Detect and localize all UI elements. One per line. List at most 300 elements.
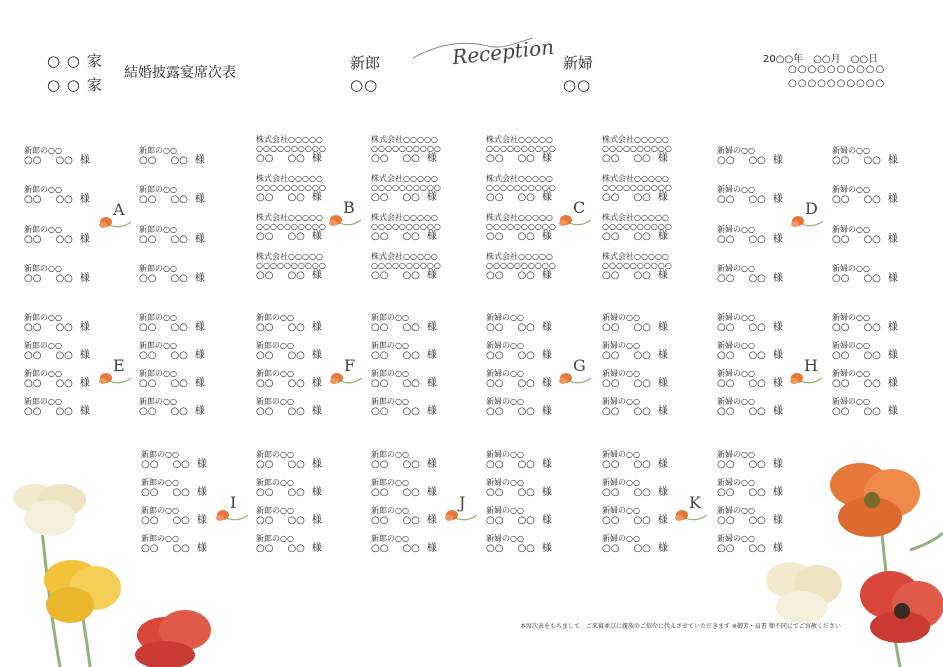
guest-entry bbox=[24, 185, 124, 206]
guest-entry bbox=[371, 478, 471, 499]
guest-entry bbox=[717, 185, 817, 206]
guest-entry bbox=[256, 252, 356, 282]
guest-department: ○○○○○○○○○○ bbox=[486, 261, 556, 270]
guest-entry bbox=[139, 341, 239, 362]
guest-name: ○○ ○○ 様 bbox=[371, 231, 437, 242]
guest-title: 株式会社○○○○○ bbox=[371, 252, 438, 261]
guest-entry bbox=[256, 135, 356, 165]
guest-entry bbox=[832, 397, 932, 418]
guest-title: 株式会社○○○○○ bbox=[602, 252, 669, 261]
guest-name: ○○ ○○ 様 bbox=[602, 322, 668, 333]
poppy-accent-icon bbox=[328, 368, 362, 390]
guest-name: ○○ ○○ 様 bbox=[486, 487, 552, 498]
guest-name: ○○ ○○ 様 bbox=[602, 543, 668, 554]
guest-title: 新郎の○○ bbox=[24, 185, 62, 194]
guest-title: 新郎の○○ bbox=[24, 264, 62, 273]
poppy-accent-icon bbox=[97, 212, 131, 234]
guest-title: 新婦の○○ bbox=[717, 185, 755, 194]
guest-title: 株式会社○○○○○ bbox=[371, 135, 438, 144]
guest-name: ○○ ○○ 様 bbox=[486, 322, 552, 333]
guest-name: ○○ ○○ 様 bbox=[832, 234, 898, 245]
table-label-k: K bbox=[689, 493, 701, 512]
guest-name: ○○ ○○ 様 bbox=[24, 406, 90, 417]
guest-name: ○○ ○○ 様 bbox=[832, 406, 898, 417]
guest-entry bbox=[371, 341, 471, 362]
guest-name: ○○ ○○ 様 bbox=[256, 543, 322, 554]
guest-entry bbox=[486, 341, 586, 362]
guest-entry bbox=[256, 506, 356, 527]
guest-entry bbox=[371, 369, 471, 390]
guest-title: 新郎の○○ bbox=[141, 450, 179, 459]
guest-entry bbox=[486, 174, 586, 204]
guest-name: ○○ ○○ 様 bbox=[371, 487, 437, 498]
guest-entry bbox=[486, 397, 586, 418]
guest-entry bbox=[832, 225, 932, 246]
guest-name: ○○ ○○ 様 bbox=[24, 155, 90, 166]
guest-title: 新郎の○○ bbox=[256, 534, 294, 543]
guest-title: 新婦の○○ bbox=[486, 369, 524, 378]
guest-title: 新郎の○○ bbox=[141, 478, 179, 487]
guest-department: ○○○○○○○○○○ bbox=[602, 144, 672, 153]
guest-department: ○○○○○○○○○○ bbox=[486, 144, 556, 153]
guest-name: ○○ ○○ 様 bbox=[139, 406, 205, 417]
guest-title: 新婦の○○ bbox=[717, 534, 755, 543]
guest-name: ○○ ○○ 様 bbox=[717, 194, 783, 205]
guest-name: ○○ ○○ 様 bbox=[371, 459, 437, 470]
guest-name: ○○ ○○ 様 bbox=[256, 350, 322, 361]
guest-entry bbox=[24, 397, 124, 418]
guest-name: ○○ ○○ 様 bbox=[486, 192, 552, 203]
guest-entry bbox=[602, 174, 702, 204]
guest-name: ○○ ○○ 様 bbox=[256, 378, 322, 389]
guest-entry bbox=[602, 478, 702, 499]
guest-name: ○○ ○○ 様 bbox=[717, 406, 783, 417]
guest-title: 新婦の○○ bbox=[602, 397, 640, 406]
guest-entry bbox=[139, 146, 239, 167]
guest-title: 新婦の○○ bbox=[717, 264, 755, 273]
guest-name: ○○ ○○ 様 bbox=[486, 153, 552, 164]
guest-title: 新郎の○○ bbox=[139, 225, 177, 234]
guest-title: 新婦の○○ bbox=[486, 397, 524, 406]
guest-title: 新婦の○○ bbox=[832, 341, 870, 350]
guest-entry bbox=[832, 313, 932, 334]
guest-entry bbox=[24, 264, 124, 285]
guest-entry bbox=[602, 213, 702, 243]
guest-entry bbox=[371, 534, 471, 555]
guest-name: ○○ ○○ 様 bbox=[602, 459, 668, 470]
guest-title: 新婦の○○ bbox=[602, 369, 640, 378]
guest-name: ○○ ○○ 様 bbox=[832, 350, 898, 361]
guest-entry bbox=[486, 313, 586, 334]
footer-note: 本席次表をもちまして ご来賓並びに親族のご紹介に代えさせていただきます ※御芳・肩書 順不同にてご容赦ください bbox=[520, 623, 841, 630]
guest-department: ○○○○○○○○○○ bbox=[602, 183, 672, 192]
guest-title: 株式会社○○○○○ bbox=[602, 213, 669, 222]
guest-entry bbox=[486, 506, 586, 527]
guest-title: 株式会社○○○○○ bbox=[486, 213, 553, 222]
guest-entry bbox=[486, 252, 586, 282]
guest-entry bbox=[486, 135, 586, 165]
guest-department: ○○○○○○○○○○ bbox=[371, 261, 441, 270]
guest-name: ○○ ○○ 様 bbox=[602, 515, 668, 526]
guest-title: 新婦の○○ bbox=[486, 534, 524, 543]
guest-name: ○○ ○○ 様 bbox=[256, 270, 322, 281]
guest-entry bbox=[139, 313, 239, 334]
bride-name: ○○ bbox=[563, 76, 592, 94]
guest-entry bbox=[256, 174, 356, 204]
venue-line-1: ○○○○○○○○○○ bbox=[788, 64, 886, 75]
guest-entry bbox=[139, 225, 239, 246]
yellow-poppy bbox=[44, 560, 121, 623]
table-label-b: B bbox=[343, 198, 355, 217]
guest-name: ○○ ○○ 様 bbox=[256, 406, 322, 417]
guest-name: ○○ ○○ 様 bbox=[256, 487, 322, 498]
guest-name: ○○ ○○ 様 bbox=[24, 350, 90, 361]
table-label-g: G bbox=[573, 356, 586, 375]
guest-entry bbox=[717, 264, 817, 285]
guest-entry bbox=[24, 341, 124, 362]
guest-entry bbox=[139, 369, 239, 390]
guest-name: ○○ ○○ 様 bbox=[371, 153, 437, 164]
guest-entry bbox=[832, 264, 932, 285]
guest-title: 株式会社○○○○○ bbox=[256, 135, 323, 144]
guest-name: ○○ ○○ 様 bbox=[486, 231, 552, 242]
poppy-cluster-right bbox=[760, 455, 943, 667]
guest-title: 新婦の○○ bbox=[486, 450, 524, 459]
table-label-d: D bbox=[805, 199, 818, 218]
guest-title: 新婦の○○ bbox=[602, 341, 640, 350]
guest-name: ○○ ○○ 様 bbox=[602, 378, 668, 389]
guest-title: 新婦の○○ bbox=[486, 341, 524, 350]
guest-entry bbox=[602, 450, 702, 471]
reception-flourish bbox=[408, 30, 538, 70]
guest-title: 新郎の○○ bbox=[371, 478, 409, 487]
guest-title: 新郎の○○ bbox=[24, 341, 62, 350]
table-label-a: A bbox=[113, 200, 125, 219]
guest-entry bbox=[371, 213, 471, 243]
guest-name: ○○ ○○ 様 bbox=[602, 270, 668, 281]
table-label-e: E bbox=[113, 356, 125, 375]
guest-name: ○○ ○○ 様 bbox=[602, 487, 668, 498]
guest-title: 新婦の○○ bbox=[832, 397, 870, 406]
guest-entry bbox=[832, 369, 932, 390]
poppy-accent-icon bbox=[327, 210, 361, 232]
guest-entry bbox=[832, 341, 932, 362]
guest-name: ○○ ○○ 様 bbox=[371, 350, 437, 361]
guest-name: ○○ ○○ 様 bbox=[139, 155, 205, 166]
table-label-c: C bbox=[573, 198, 586, 217]
guest-name: ○○ ○○ 様 bbox=[139, 350, 205, 361]
guest-name: ○○ ○○ 様 bbox=[256, 153, 322, 164]
guest-name: ○○ ○○ 様 bbox=[139, 378, 205, 389]
guest-entry bbox=[602, 369, 702, 390]
guest-department: ○○○○○○○○○○ bbox=[256, 261, 326, 270]
guest-name: ○○ ○○ 様 bbox=[717, 515, 783, 526]
guest-name: ○○ ○○ 様 bbox=[717, 322, 783, 333]
guest-title: 株式会社○○○○○ bbox=[256, 174, 323, 183]
guest-name: ○○ ○○ 様 bbox=[139, 322, 205, 333]
guest-name: ○○ ○○ 様 bbox=[139, 194, 205, 205]
guest-title: 新婦の○○ bbox=[717, 313, 755, 322]
guest-entry bbox=[717, 341, 817, 362]
guest-name: ○○ ○○ 様 bbox=[256, 231, 322, 242]
red-poppy bbox=[135, 610, 211, 667]
guest-name: ○○ ○○ 様 bbox=[832, 155, 898, 166]
guest-name: ○○ ○○ 様 bbox=[717, 155, 783, 166]
guest-title: 新郎の○○ bbox=[139, 146, 177, 155]
guest-entry bbox=[256, 313, 356, 334]
guest-entry bbox=[602, 534, 702, 555]
guest-department: ○○○○○○○○○○ bbox=[371, 222, 441, 231]
guest-title: 新郎の○○ bbox=[256, 397, 294, 406]
guest-name: ○○ ○○ 様 bbox=[486, 350, 552, 361]
guest-title: 新郎の○○ bbox=[24, 369, 62, 378]
guest-title: 新婦の○○ bbox=[602, 450, 640, 459]
guest-name: ○○ ○○ 様 bbox=[602, 406, 668, 417]
guest-title: 新婦の○○ bbox=[832, 185, 870, 194]
guest-title: 新郎の○○ bbox=[141, 506, 179, 515]
guest-entry bbox=[371, 397, 471, 418]
guest-department: ○○○○○○○○○○ bbox=[602, 222, 672, 231]
guest-title: 新婦の○○ bbox=[717, 397, 755, 406]
guest-name: ○○ ○○ 様 bbox=[256, 459, 322, 470]
poppy-accent-icon bbox=[788, 368, 822, 390]
guest-name: ○○ ○○ 様 bbox=[139, 273, 205, 284]
guest-title: 新郎の○○ bbox=[139, 264, 177, 273]
guest-name: ○○ ○○ 様 bbox=[141, 487, 207, 498]
guest-department: ○○○○○○○○○○ bbox=[486, 222, 556, 231]
table-label-f: F bbox=[344, 356, 356, 375]
guest-entry bbox=[602, 397, 702, 418]
guest-name: ○○ ○○ 様 bbox=[602, 192, 668, 203]
guest-name: ○○ ○○ 様 bbox=[24, 234, 90, 245]
guest-department: ○○○○○○○○○○ bbox=[602, 261, 672, 270]
reception-script-logo: Reception bbox=[451, 34, 556, 70]
guest-title: 新郎の○○ bbox=[371, 397, 409, 406]
poppy-accent-icon bbox=[789, 211, 823, 233]
guest-entry bbox=[256, 397, 356, 418]
guest-title: 株式会社○○○○○ bbox=[371, 213, 438, 222]
guest-department: ○○○○○○○○○○ bbox=[256, 183, 326, 192]
groom-name: ○○ bbox=[350, 76, 379, 94]
guest-title: 新婦の○○ bbox=[486, 478, 524, 487]
guest-name: ○○ ○○ 様 bbox=[717, 487, 783, 498]
guest-name: ○○ ○○ 様 bbox=[486, 406, 552, 417]
guest-title: 株式会社○○○○○ bbox=[486, 135, 553, 144]
guest-name: ○○ ○○ 様 bbox=[486, 515, 552, 526]
guest-title: 新郎の○○ bbox=[24, 397, 62, 406]
guest-entry bbox=[486, 534, 586, 555]
guest-name: ○○ ○○ 様 bbox=[141, 515, 207, 526]
guest-entry bbox=[371, 313, 471, 334]
guest-name: ○○ ○○ 様 bbox=[371, 322, 437, 333]
guest-title: 新郎の○○ bbox=[24, 146, 62, 155]
poppy-accent-icon bbox=[673, 505, 707, 527]
guest-name: ○○ ○○ 様 bbox=[602, 231, 668, 242]
guest-title: 新郎の○○ bbox=[371, 369, 409, 378]
cream-poppy bbox=[13, 484, 86, 536]
bride-family-name: ○ ○ 家 bbox=[47, 76, 103, 94]
guest-name: ○○ ○○ 様 bbox=[24, 322, 90, 333]
table-label-j: J bbox=[459, 493, 466, 512]
guest-entry bbox=[486, 450, 586, 471]
guest-entry bbox=[24, 146, 124, 167]
guest-title: 新婦の○○ bbox=[832, 369, 870, 378]
venue-line-2: ○○○○○○○○○○ bbox=[788, 78, 886, 89]
guest-entry bbox=[486, 478, 586, 499]
guest-name: ○○ ○○ 様 bbox=[717, 543, 783, 554]
guest-name: ○○ ○○ 様 bbox=[832, 322, 898, 333]
guest-name: ○○ ○○ 様 bbox=[24, 194, 90, 205]
guest-title: 新郎の○○ bbox=[371, 506, 409, 515]
guest-name: ○○ ○○ 様 bbox=[717, 378, 783, 389]
guest-title: 新郎の○○ bbox=[141, 534, 179, 543]
guest-title: 新婦の○○ bbox=[717, 478, 755, 487]
guest-entry bbox=[139, 397, 239, 418]
guest-title: 新郎の○○ bbox=[256, 369, 294, 378]
guest-name: ○○ ○○ 様 bbox=[141, 543, 207, 554]
guest-name: ○○ ○○ 様 bbox=[371, 378, 437, 389]
guest-title: 新郎の○○ bbox=[371, 534, 409, 543]
guest-title: 新婦の○○ bbox=[717, 450, 755, 459]
guest-name: ○○ ○○ 様 bbox=[256, 515, 322, 526]
guest-title: 新郎の○○ bbox=[139, 185, 177, 194]
guest-title: 新郎の○○ bbox=[256, 313, 294, 322]
guest-entry bbox=[602, 313, 702, 334]
poppy-accent-icon bbox=[443, 505, 477, 527]
guest-name: ○○ ○○ 様 bbox=[139, 234, 205, 245]
guest-entry bbox=[371, 174, 471, 204]
guest-title: 新婦の○○ bbox=[832, 225, 870, 234]
guest-department: ○○○○○○○○○○ bbox=[486, 183, 556, 192]
guest-entry bbox=[602, 135, 702, 165]
guest-name: ○○ ○○ 様 bbox=[486, 459, 552, 470]
red-poppy-right bbox=[860, 571, 943, 643]
poppy-accent-icon bbox=[97, 368, 131, 390]
guest-name: ○○ ○○ 様 bbox=[602, 350, 668, 361]
guest-name: ○○ ○○ 様 bbox=[717, 273, 783, 284]
guest-title: 新婦の○○ bbox=[832, 313, 870, 322]
guest-entry bbox=[256, 341, 356, 362]
cream-poppy-right bbox=[766, 562, 842, 623]
guest-title: 新郎の○○ bbox=[256, 478, 294, 487]
guest-department: ○○○○○○○○○○ bbox=[256, 144, 326, 153]
guest-entry bbox=[139, 185, 239, 206]
groom-label: 新郎 bbox=[350, 54, 381, 72]
guest-entry bbox=[717, 146, 817, 167]
bride-label: 新婦 bbox=[563, 54, 594, 72]
guest-department: ○○○○○○○○○○ bbox=[256, 222, 326, 231]
guest-title: 新婦の○○ bbox=[486, 313, 524, 322]
guest-department: ○○○○○○○○○○ bbox=[371, 183, 441, 192]
guest-title: 新婦の○○ bbox=[717, 341, 755, 350]
guest-title: 新婦の○○ bbox=[717, 146, 755, 155]
page-title: 結婚披露宴席次表 bbox=[124, 65, 236, 81]
guest-title: 新郎の○○ bbox=[139, 313, 177, 322]
guest-title: 新婦の○○ bbox=[717, 506, 755, 515]
poppy-accent-icon bbox=[557, 368, 591, 390]
guest-name: ○○ ○○ 様 bbox=[371, 406, 437, 417]
guest-entry bbox=[371, 135, 471, 165]
table-label-h: H bbox=[804, 356, 818, 375]
guest-entry bbox=[256, 450, 356, 471]
guest-title: 新婦の○○ bbox=[602, 313, 640, 322]
guest-title: 新婦の○○ bbox=[486, 506, 524, 515]
poppy-cluster-left bbox=[0, 470, 240, 667]
guest-title: 新郎の○○ bbox=[139, 369, 177, 378]
guest-name: ○○ ○○ 様 bbox=[24, 273, 90, 284]
guest-title: 新郎の○○ bbox=[256, 506, 294, 515]
guest-entry bbox=[832, 146, 932, 167]
guest-title: 新郎の○○ bbox=[24, 313, 62, 322]
guest-name: ○○ ○○ 様 bbox=[371, 270, 437, 281]
guest-name: ○○ ○○ 様 bbox=[832, 378, 898, 389]
guest-entry bbox=[717, 313, 817, 334]
guest-title: 株式会社○○○○○ bbox=[371, 174, 438, 183]
guest-title: 新婦の○○ bbox=[602, 506, 640, 515]
orange-poppy bbox=[830, 463, 920, 537]
guest-name: ○○ ○○ 様 bbox=[371, 192, 437, 203]
groom-family-name: ○ ○ 家 bbox=[47, 52, 103, 70]
guest-title: 新婦の○○ bbox=[832, 264, 870, 273]
guest-name: ○○ ○○ 様 bbox=[717, 459, 783, 470]
guest-entry bbox=[602, 341, 702, 362]
guest-title: 新郎の○○ bbox=[371, 313, 409, 322]
guest-title: 新婦の○○ bbox=[602, 478, 640, 487]
guest-name: ○○ ○○ 様 bbox=[256, 322, 322, 333]
guest-title: 株式会社○○○○○ bbox=[486, 252, 553, 261]
guest-entry bbox=[24, 313, 124, 334]
guest-department: ○○○○○○○○○○ bbox=[371, 144, 441, 153]
guest-name: ○○ ○○ 様 bbox=[832, 194, 898, 205]
guest-entry bbox=[717, 397, 817, 418]
guest-entry bbox=[832, 185, 932, 206]
guest-title: 新郎の○○ bbox=[371, 450, 409, 459]
guest-title: 新婦の○○ bbox=[832, 146, 870, 155]
guest-name: ○○ ○○ 様 bbox=[602, 153, 668, 164]
wedding-date: 20○○年 ○○月 ○○日 bbox=[763, 54, 879, 65]
guest-title: 新郎の○○ bbox=[24, 225, 62, 234]
guest-name: ○○ ○○ 様 bbox=[717, 350, 783, 361]
guest-name: ○○ ○○ 様 bbox=[141, 459, 207, 470]
guest-title: 新郎の○○ bbox=[139, 397, 177, 406]
guest-entry bbox=[371, 252, 471, 282]
guest-title: 株式会社○○○○○ bbox=[602, 135, 669, 144]
guest-name: ○○ ○○ 様 bbox=[24, 378, 90, 389]
guest-title: 新郎の○○ bbox=[256, 450, 294, 459]
guest-name: ○○ ○○ 様 bbox=[371, 543, 437, 554]
guest-title: 株式会社○○○○○ bbox=[256, 252, 323, 261]
guest-name: ○○ ○○ 様 bbox=[832, 273, 898, 284]
guest-entry bbox=[139, 264, 239, 285]
guest-entry bbox=[141, 450, 241, 471]
guest-title: 新婦の○○ bbox=[717, 225, 755, 234]
guest-name: ○○ ○○ 様 bbox=[486, 543, 552, 554]
guest-name: ○○ ○○ 様 bbox=[486, 378, 552, 389]
guest-title: 株式会社○○○○○ bbox=[256, 213, 323, 222]
table-label-i: I bbox=[230, 493, 237, 512]
guest-name: ○○ ○○ 様 bbox=[371, 515, 437, 526]
guest-title: 新婦の○○ bbox=[602, 534, 640, 543]
guest-entry bbox=[371, 450, 471, 471]
guest-title: 新郎の○○ bbox=[139, 341, 177, 350]
guest-name: ○○ ○○ 様 bbox=[486, 270, 552, 281]
guest-entry bbox=[256, 534, 356, 555]
guest-title: 株式会社○○○○○ bbox=[486, 174, 553, 183]
guest-title: 新婦の○○ bbox=[717, 369, 755, 378]
poppy-accent-icon bbox=[557, 210, 591, 232]
guest-entry bbox=[602, 252, 702, 282]
guest-name: ○○ ○○ 様 bbox=[256, 192, 322, 203]
